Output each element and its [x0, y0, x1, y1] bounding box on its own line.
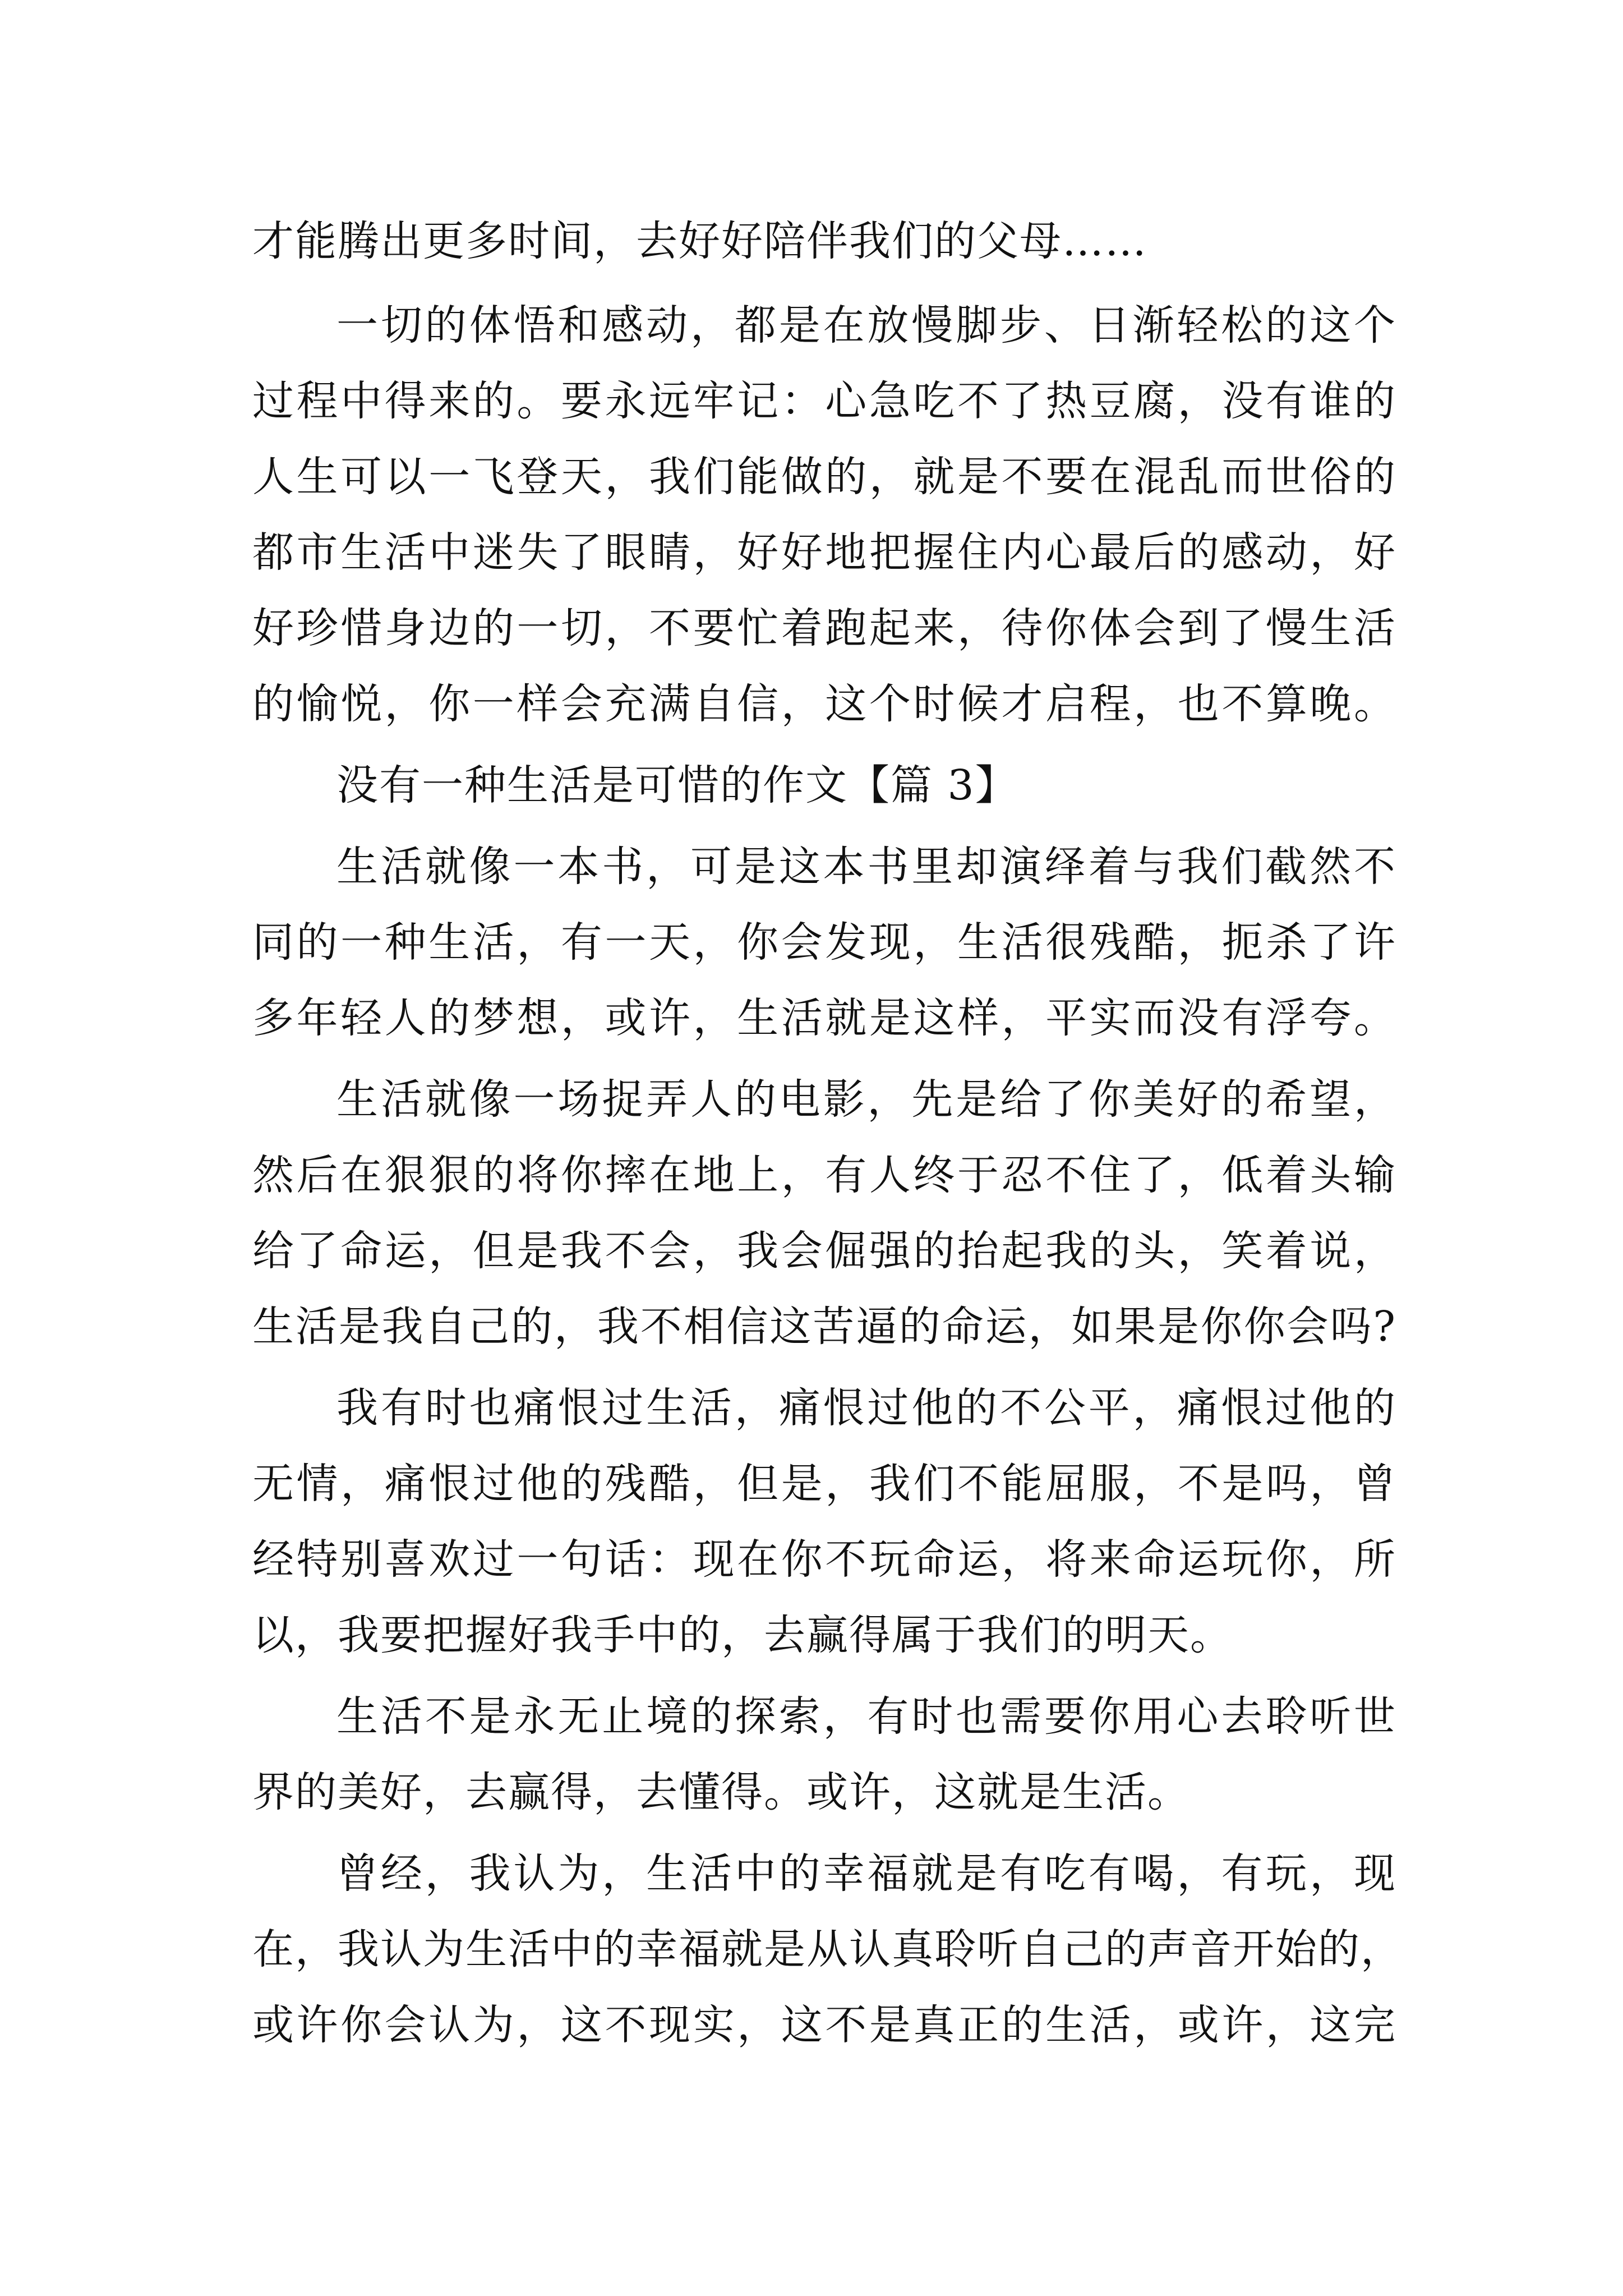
text-line: 然后在狠狠的将你摔在地上，有人终于忍不住了，低着头输 — [252, 1151, 1396, 1199]
text-line: 生活就像一本书，可是这本书里却演绎着与我们截然不 — [336, 843, 1396, 891]
text-line: 在，我认为生活中的幸福就是从认真聆听自己的声音开始的， — [252, 1925, 1403, 1973]
text-line: 以，我要把握好我手中的，去赢得属于我们的明天。 — [252, 1611, 1233, 1659]
text-line: 经特别喜欢过一句话：现在你不玩命运，将来命运玩你，所 — [252, 1535, 1396, 1584]
text-line: 的愉悦，你一样会充满自信，这个时候才启程，也不算晚。 — [252, 680, 1396, 728]
text-line: 生活不是永无止境的探索，有时也需要你用心去聆听世 — [336, 1692, 1396, 1741]
text-line: 人生可以一飞登天，我们能做的，就是不要在混乱而世俗的 — [252, 453, 1396, 501]
text-line: 界的美好，去赢得，去懂得。或许，这就是生活。 — [252, 1768, 1190, 1816]
section-heading: 没有一种生活是可惜的作文【篇 3】 — [336, 761, 1018, 809]
text-line: 生活就像一场捉弄人的电影，先是给了你美好的希望， — [336, 1075, 1396, 1124]
text-line: 或许你会认为，这不现实，这不是真正的生活，或许，这完 — [252, 2001, 1396, 2049]
text-line: 过程中得来的。要永远牢记：心急吃不了热豆腐，没有谁的 — [252, 377, 1396, 425]
text-line: 多年轻人的梦想，或许，生活就是这样，平实而没有浮夸。 — [252, 994, 1396, 1042]
text-line: 一切的体悟和感动，都是在放慢脚步、日渐轻松的这个 — [336, 301, 1396, 349]
text-line: 无情，痛恨过他的残酷，但是，我们不能屈服，不是吗，曾 — [252, 1460, 1396, 1508]
text-line: 曾经，我认为，生活中的幸福就是有吃有喝，有玩，现 — [336, 1849, 1396, 1898]
text-line: 好珍惜身边的一切，不要忙着跑起来，待你体会到了慢生活 — [252, 604, 1396, 652]
text-line: 我有时也痛恨过生活，痛恨过他的不公平，痛恨过他的 — [336, 1384, 1396, 1432]
text-line: 给了命运，但是我不会，我会倔强的抬起我的头，笑着说， — [252, 1227, 1396, 1275]
text-line: 生活是我自己的，我不相信这苦逼的命运，如果是你你会吗? — [252, 1303, 1396, 1351]
text-line: 才能腾出更多时间，去好好陪伴我们的父母…… — [252, 217, 1147, 265]
text-line: 都市生活中迷失了眼睛，好好地把握住内心最后的感动，好 — [252, 528, 1396, 577]
text-line: 同的一种生活，有一天，你会发现，生活很残酷，扼杀了许 — [252, 918, 1396, 967]
